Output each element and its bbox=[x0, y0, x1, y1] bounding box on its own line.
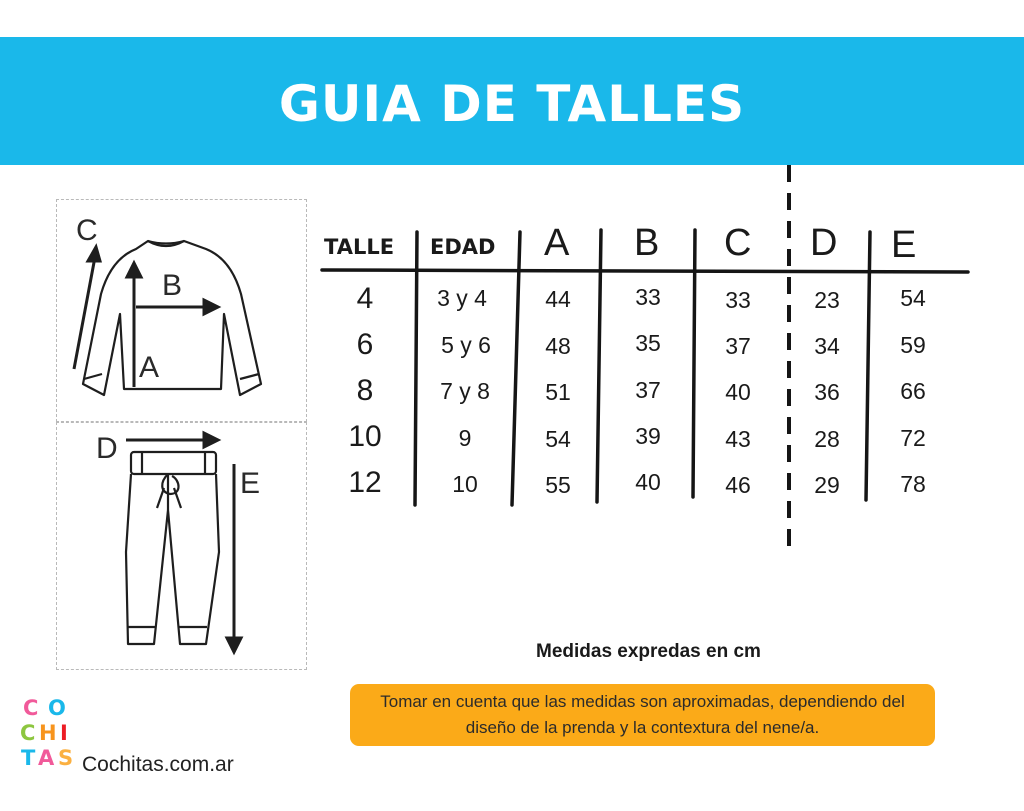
cell-a: 44 bbox=[545, 286, 571, 312]
header-d: D bbox=[810, 222, 838, 264]
cell-b: 40 bbox=[635, 469, 661, 495]
cell-d: 29 bbox=[814, 472, 840, 498]
cell-talle: 10 bbox=[348, 420, 382, 453]
cell-d: 28 bbox=[814, 426, 840, 452]
cell-c: 46 bbox=[725, 472, 751, 498]
cell-d: 34 bbox=[814, 333, 840, 359]
cell-c: 40 bbox=[725, 379, 751, 405]
header-c: C bbox=[724, 222, 752, 264]
header-edad: EDAD bbox=[430, 235, 496, 259]
website-link[interactable]: Cochitas.com.ar bbox=[82, 753, 234, 776]
cochitas-logo-icon bbox=[18, 693, 78, 773]
cell-b: 37 bbox=[635, 377, 661, 403]
cell-talle: 4 bbox=[356, 282, 374, 315]
cell-e: 66 bbox=[900, 378, 926, 404]
cell-e: 54 bbox=[900, 285, 926, 311]
cell-a: 54 bbox=[545, 426, 571, 452]
cell-c: 43 bbox=[725, 426, 751, 452]
svg-text:T: T bbox=[21, 746, 36, 770]
cell-a: 48 bbox=[545, 333, 571, 359]
cell-a: 51 bbox=[545, 379, 571, 405]
cell-e: 72 bbox=[900, 425, 926, 451]
cell-e: 78 bbox=[900, 471, 926, 497]
cell-edad: 3 y 4 bbox=[437, 285, 487, 311]
cell-edad: 9 bbox=[458, 425, 472, 451]
units-note: Medidas expredas en cm bbox=[536, 641, 761, 662]
label-b: B bbox=[162, 269, 183, 302]
svg-text:I: I bbox=[60, 721, 68, 745]
page-title: GUIA DE TALLES bbox=[278, 75, 746, 133]
cell-talle: 6 bbox=[356, 328, 374, 361]
cell-talle: 8 bbox=[356, 374, 374, 407]
cell-e: 59 bbox=[900, 332, 926, 358]
label-c: C bbox=[76, 214, 98, 247]
svg-text:C: C bbox=[23, 696, 39, 720]
svg-text:C: C bbox=[20, 721, 36, 745]
cell-talle: 12 bbox=[348, 466, 382, 499]
cell-c: 37 bbox=[725, 333, 751, 359]
cell-edad: 5 y 6 bbox=[441, 332, 491, 358]
cell-d: 36 bbox=[814, 379, 840, 405]
cell-edad: 10 bbox=[452, 471, 478, 497]
label-a: A bbox=[139, 351, 160, 384]
header-b: B bbox=[634, 222, 660, 264]
disclaimer-box bbox=[350, 684, 935, 746]
svg-text:H: H bbox=[39, 721, 57, 745]
cell-a: 55 bbox=[545, 472, 571, 498]
svg-text:A: A bbox=[38, 746, 55, 770]
disclaimer-text: Tomar en cuenta que las medidas son aproximadas, dependiendo del diseño de la prenda y la contextura del nene/a. bbox=[380, 692, 905, 737]
svg-text:S: S bbox=[58, 746, 74, 770]
cell-c: 33 bbox=[725, 287, 751, 313]
cell-b: 35 bbox=[635, 330, 661, 356]
header-talle: TALLE bbox=[324, 235, 395, 259]
header-e: E bbox=[891, 224, 917, 266]
cell-b: 33 bbox=[635, 284, 661, 310]
label-e: E bbox=[240, 467, 261, 500]
cell-edad: 7 y 8 bbox=[440, 378, 490, 404]
cell-b: 39 bbox=[635, 423, 661, 449]
svg-text:O: O bbox=[48, 696, 66, 720]
label-d: D bbox=[96, 432, 118, 465]
cell-d: 23 bbox=[814, 287, 840, 313]
header-a: A bbox=[544, 222, 570, 264]
